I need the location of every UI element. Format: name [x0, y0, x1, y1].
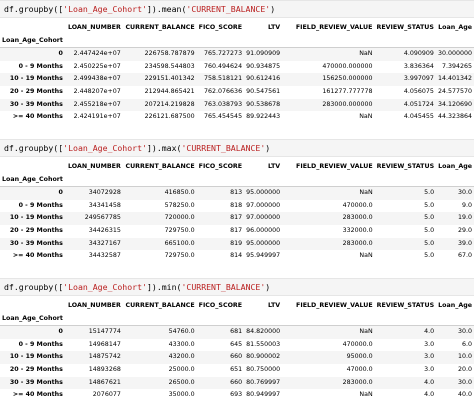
table-cell: 226758.787879: [144, 50, 195, 58]
column-header: Loan_Age: [438, 302, 472, 309]
table-cell: 91.090909: [246, 50, 281, 58]
table-cell: 470000.0: [342, 340, 373, 348]
table-cell: 819: [230, 239, 243, 247]
table-cell: 30.0: [457, 378, 472, 386]
table-cell: 14867621: [88, 378, 121, 386]
column-header: FICO_SCORE: [198, 24, 243, 31]
index-header-blank: [0, 300, 65, 313]
table-cell: 81.550003: [246, 340, 281, 348]
table-cell: 89.922443: [246, 113, 281, 121]
table-cell: 9.0: [461, 201, 472, 209]
table-row: [0, 377, 474, 390]
column-header: FIELD_REVIEW_VALUE: [296, 163, 373, 170]
table-cell: NaN: [359, 50, 373, 58]
row-index-label: 0 - 9 Months: [18, 201, 63, 209]
table-cell: NaN: [359, 189, 373, 197]
table-cell: 30.000000: [437, 50, 472, 58]
table-cell: 3.997097: [403, 75, 434, 83]
table-cell: 4.056075: [403, 87, 434, 95]
table-cell: 4.0: [424, 391, 435, 399]
column-header: REVIEW_STATUS: [376, 163, 435, 170]
table-cell: 5.0: [424, 252, 435, 260]
column-header: REVIEW_STATUS: [376, 24, 434, 31]
table-cell: 80.900002: [246, 353, 281, 361]
row-index-label: >= 40 Months: [12, 113, 63, 121]
row-index-label: 0: [58, 328, 63, 336]
table-cell: 30.0: [457, 189, 472, 197]
row-index-label: 30 - 39 Months: [9, 378, 63, 386]
table-cell: 283000.0: [342, 214, 373, 222]
table-row: [0, 187, 474, 200]
table-cell: 14893268: [88, 365, 121, 373]
table-cell: 20.0: [457, 365, 472, 373]
table-cell: 4.051724: [403, 100, 434, 108]
table-cell: 818: [230, 201, 243, 209]
table-cell: 5.0: [424, 189, 435, 197]
table-cell: 416850.0: [164, 189, 195, 197]
row-index-label: 30 - 39 Months: [9, 239, 63, 247]
column-header-row: [0, 161, 474, 174]
table-cell: 660: [230, 353, 243, 361]
column-header: LOAN_NUMBER: [67, 163, 121, 170]
column-header: FIELD_REVIEW_VALUE: [296, 302, 373, 309]
table-cell: 35000.0: [168, 391, 195, 399]
row-index-label: 10 - 19 Months: [9, 353, 63, 361]
table-cell: 5.0: [424, 201, 435, 209]
row-index-label: 20 - 29 Months: [9, 365, 63, 373]
table-cell: 229151.401342: [144, 75, 195, 83]
row-index-label: 30 - 39 Months: [9, 100, 63, 108]
column-header: CURRENT_BALANCE: [125, 163, 195, 170]
index-name: Loan_Age_Cohort: [0, 313, 65, 326]
table-cell: 25000.0: [168, 365, 195, 373]
table-cell: 6.0: [461, 340, 472, 348]
column-header: REVIEW_STATUS: [376, 302, 435, 309]
column-header-row: [0, 22, 474, 35]
dataframe-table-max: [0, 161, 474, 263]
table-cell: 283000.000000: [322, 100, 373, 108]
table-row: [0, 326, 474, 339]
table-cell: 34432587: [88, 252, 121, 260]
mean-block: [0, 0, 474, 121]
code-string: 'CURRENT_BALANCE': [186, 4, 271, 14]
index-name-row: [0, 313, 474, 326]
table-cell: 693: [230, 391, 243, 399]
dataframe-table-mean: [0, 22, 474, 124]
table-row: [0, 200, 474, 213]
table-cell: 90.547561: [246, 87, 281, 95]
table-cell: 681: [230, 328, 243, 336]
table-cell: 4.0: [424, 328, 435, 336]
code-text: df.groupby([: [4, 143, 64, 153]
table-cell: 645: [230, 340, 243, 348]
table-cell: 44.323864: [437, 113, 472, 121]
table-cell: 84.820000: [246, 328, 281, 336]
table-cell: NaN: [359, 391, 373, 399]
table-cell: 95.000000: [246, 189, 281, 197]
table-cell: 763.038793: [204, 100, 243, 108]
table-cell: 470000.000000: [322, 62, 373, 70]
max-block: [0, 139, 474, 260]
table-row: [0, 238, 474, 251]
row-index-label: 20 - 29 Months: [9, 226, 63, 234]
row-index-label: 10 - 19 Months: [9, 214, 63, 222]
table-cell: 3.0: [424, 353, 435, 361]
table-cell: 729750.0: [164, 252, 195, 260]
index-header-blank: [0, 161, 65, 174]
table-cell: 54760.0: [168, 328, 195, 336]
table-cell: 2.499438e+07: [73, 75, 121, 83]
table-cell: 47000.0: [346, 365, 373, 373]
table-cell: 14875742: [88, 353, 121, 361]
code-text: ): [265, 282, 271, 292]
column-header: FIELD_REVIEW_VALUE: [295, 24, 373, 31]
row-index-label: 0: [58, 50, 63, 58]
code-text: ): [270, 4, 276, 14]
code-string: 'Loan_Age_Cohort': [63, 282, 147, 292]
index-name-row: [0, 174, 474, 187]
column-header: LOAN_NUMBER: [67, 302, 121, 309]
table-cell: 19.0: [457, 214, 472, 222]
table-cell: 758.518121: [204, 75, 243, 83]
column-header-row: [0, 300, 474, 313]
table-cell: 40.0: [457, 391, 472, 399]
column-header: Loan_Age: [438, 163, 472, 170]
table-cell: 2.448207e+07: [73, 87, 121, 95]
code-text: df.groupby([: [4, 4, 64, 14]
table-cell: 34072928: [88, 189, 121, 197]
table-cell: 760.494624: [204, 62, 243, 70]
table-row: [0, 339, 474, 352]
table-row: [0, 61, 474, 74]
table-cell: 207214.219828: [144, 100, 195, 108]
column-header: FICO_SCORE: [198, 163, 243, 170]
table-cell: 14968147: [88, 340, 121, 348]
code-text: ]).max(: [146, 143, 182, 153]
row-index-label: 0 - 9 Months: [18, 340, 63, 348]
table-cell: 470000.0: [342, 201, 373, 209]
table-cell: 30.0: [457, 328, 472, 336]
table-cell: 26500.0: [168, 378, 195, 386]
table-cell: 651: [230, 365, 243, 373]
code-string: 'Loan_Age_Cohort': [63, 143, 147, 153]
code-text: ]).mean(: [146, 4, 187, 14]
table-cell: 97.000000: [246, 214, 281, 222]
table-body: [0, 48, 474, 124]
column-header: LTV: [268, 163, 281, 170]
table-cell: 43200.0: [168, 353, 195, 361]
table-cell: 95000.0: [346, 353, 373, 361]
column-header: CURRENT_BALANCE: [125, 302, 195, 309]
column-header: LOAN_NUMBER: [67, 24, 121, 31]
table-cell: 29.0: [457, 226, 472, 234]
row-index-label: >= 40 Months: [12, 391, 63, 399]
code-string: 'Loan_Age_Cohort': [63, 4, 147, 14]
table-cell: 665100.0: [164, 239, 195, 247]
dataframe-table-min: [0, 300, 474, 402]
table-cell: 3.0: [424, 340, 435, 348]
table-cell: 10.0: [457, 353, 472, 361]
table-cell: 578250.0: [164, 201, 195, 209]
code-text: ]).min(: [146, 282, 182, 292]
table-cell: 212944.865421: [144, 87, 195, 95]
table-cell: 15147774: [88, 328, 121, 336]
table-cell: 7.394265: [441, 62, 472, 70]
table-cell: 97.000000: [246, 201, 281, 209]
table-cell: 283000.0: [342, 378, 373, 386]
table-cell: 4.0: [424, 378, 435, 386]
code-cell-max[interactable]: [0, 139, 474, 157]
table-cell: 34.120690: [437, 100, 472, 108]
table-cell: 5.0: [424, 239, 435, 247]
table-cell: 80.769997: [246, 378, 281, 386]
table-cell: 24.577570: [437, 87, 472, 95]
table-cell: 2.455218e+07: [73, 100, 121, 108]
table-cell: 762.076636: [204, 87, 243, 95]
column-header: Loan_Age: [438, 24, 472, 31]
index-name: Loan_Age_Cohort: [0, 35, 65, 48]
table-cell: 80.949997: [246, 391, 281, 399]
min-block: [0, 278, 474, 399]
table-cell: 67.0: [457, 252, 472, 260]
table-cell: 814: [230, 252, 243, 260]
table-row: [0, 99, 474, 112]
table-row: [0, 212, 474, 225]
table-cell: 817: [230, 214, 243, 222]
table-cell: 226121.687500: [144, 113, 195, 121]
column-header: LTV: [268, 302, 281, 309]
table-cell: 39.0: [457, 239, 472, 247]
table-cell: 765.727273: [204, 50, 243, 58]
table-cell: 80.750000: [246, 365, 281, 373]
table-row: [0, 73, 474, 86]
table-cell: 34341458: [88, 201, 121, 209]
table-row: [0, 111, 474, 124]
index-header-blank: [0, 22, 65, 35]
table-cell: 765.454545: [204, 113, 243, 121]
row-index-label: 20 - 29 Months: [9, 87, 63, 95]
table-cell: 234598.544803: [144, 62, 195, 70]
table-cell: 156250.000000: [322, 75, 373, 83]
row-index-label: 0: [58, 189, 63, 197]
column-header: FICO_SCORE: [198, 302, 243, 309]
table-cell: NaN: [359, 113, 373, 121]
table-cell: 96.000000: [246, 226, 281, 234]
table-cell: 90.934875: [246, 62, 281, 70]
table-cell: 283000.0: [342, 239, 373, 247]
table-cell: NaN: [359, 252, 373, 260]
table-cell: 2.424191e+07: [73, 113, 121, 121]
code-string: 'CURRENT_BALANCE': [181, 143, 266, 153]
code-cell-mean[interactable]: [0, 0, 474, 18]
column-header: LTV: [268, 24, 281, 31]
table-cell: 43300.0: [168, 340, 195, 348]
table-row: [0, 48, 474, 61]
row-index-label: 0 - 9 Months: [18, 62, 63, 70]
table-cell: 2.450225e+07: [73, 62, 121, 70]
table-cell: 249567785: [84, 214, 121, 222]
table-cell: 5.0: [424, 214, 435, 222]
row-index-label: >= 40 Months: [12, 252, 63, 260]
table-cell: 3.836364: [403, 62, 434, 70]
table-cell: 2076077: [92, 391, 121, 399]
index-name-row: [0, 35, 474, 48]
code-cell-min[interactable]: [0, 278, 474, 296]
table-cell: 14.401342: [437, 75, 472, 83]
table-body: [0, 187, 474, 263]
table-cell: 95.949997: [246, 252, 281, 260]
table-cell: 332000.0: [342, 226, 373, 234]
table-cell: NaN: [359, 328, 373, 336]
table-row: [0, 86, 474, 99]
table-row: [0, 351, 474, 364]
table-row: [0, 364, 474, 377]
table-cell: 4.090909: [403, 50, 434, 58]
table-cell: 5.0: [424, 226, 435, 234]
table-cell: 817: [230, 226, 243, 234]
table-body: [0, 326, 474, 402]
table-cell: 34327167: [88, 239, 121, 247]
table-cell: 90.612416: [246, 75, 281, 83]
table-cell: 161277.777778: [322, 87, 373, 95]
table-row: [0, 225, 474, 238]
table-row: [0, 250, 474, 263]
table-cell: 2.447424e+07: [73, 50, 121, 58]
code-string: 'CURRENT_BALANCE': [181, 282, 266, 292]
row-index-label: 10 - 19 Months: [9, 75, 63, 83]
table-cell: 720000.0: [164, 214, 195, 222]
table-cell: 4.045455: [403, 113, 434, 121]
index-name: Loan_Age_Cohort: [0, 174, 65, 187]
code-text: ): [265, 143, 271, 153]
table-cell: 34426315: [88, 226, 121, 234]
table-cell: 95.000000: [246, 239, 281, 247]
table-cell: 660: [230, 378, 243, 386]
table-row: [0, 389, 474, 402]
code-text: df.groupby([: [4, 282, 64, 292]
column-header: CURRENT_BALANCE: [125, 24, 195, 31]
table-cell: 3.0: [424, 365, 435, 373]
table-cell: 729750.0: [164, 226, 195, 234]
table-cell: 813: [230, 189, 243, 197]
table-cell: 90.538678: [246, 100, 281, 108]
